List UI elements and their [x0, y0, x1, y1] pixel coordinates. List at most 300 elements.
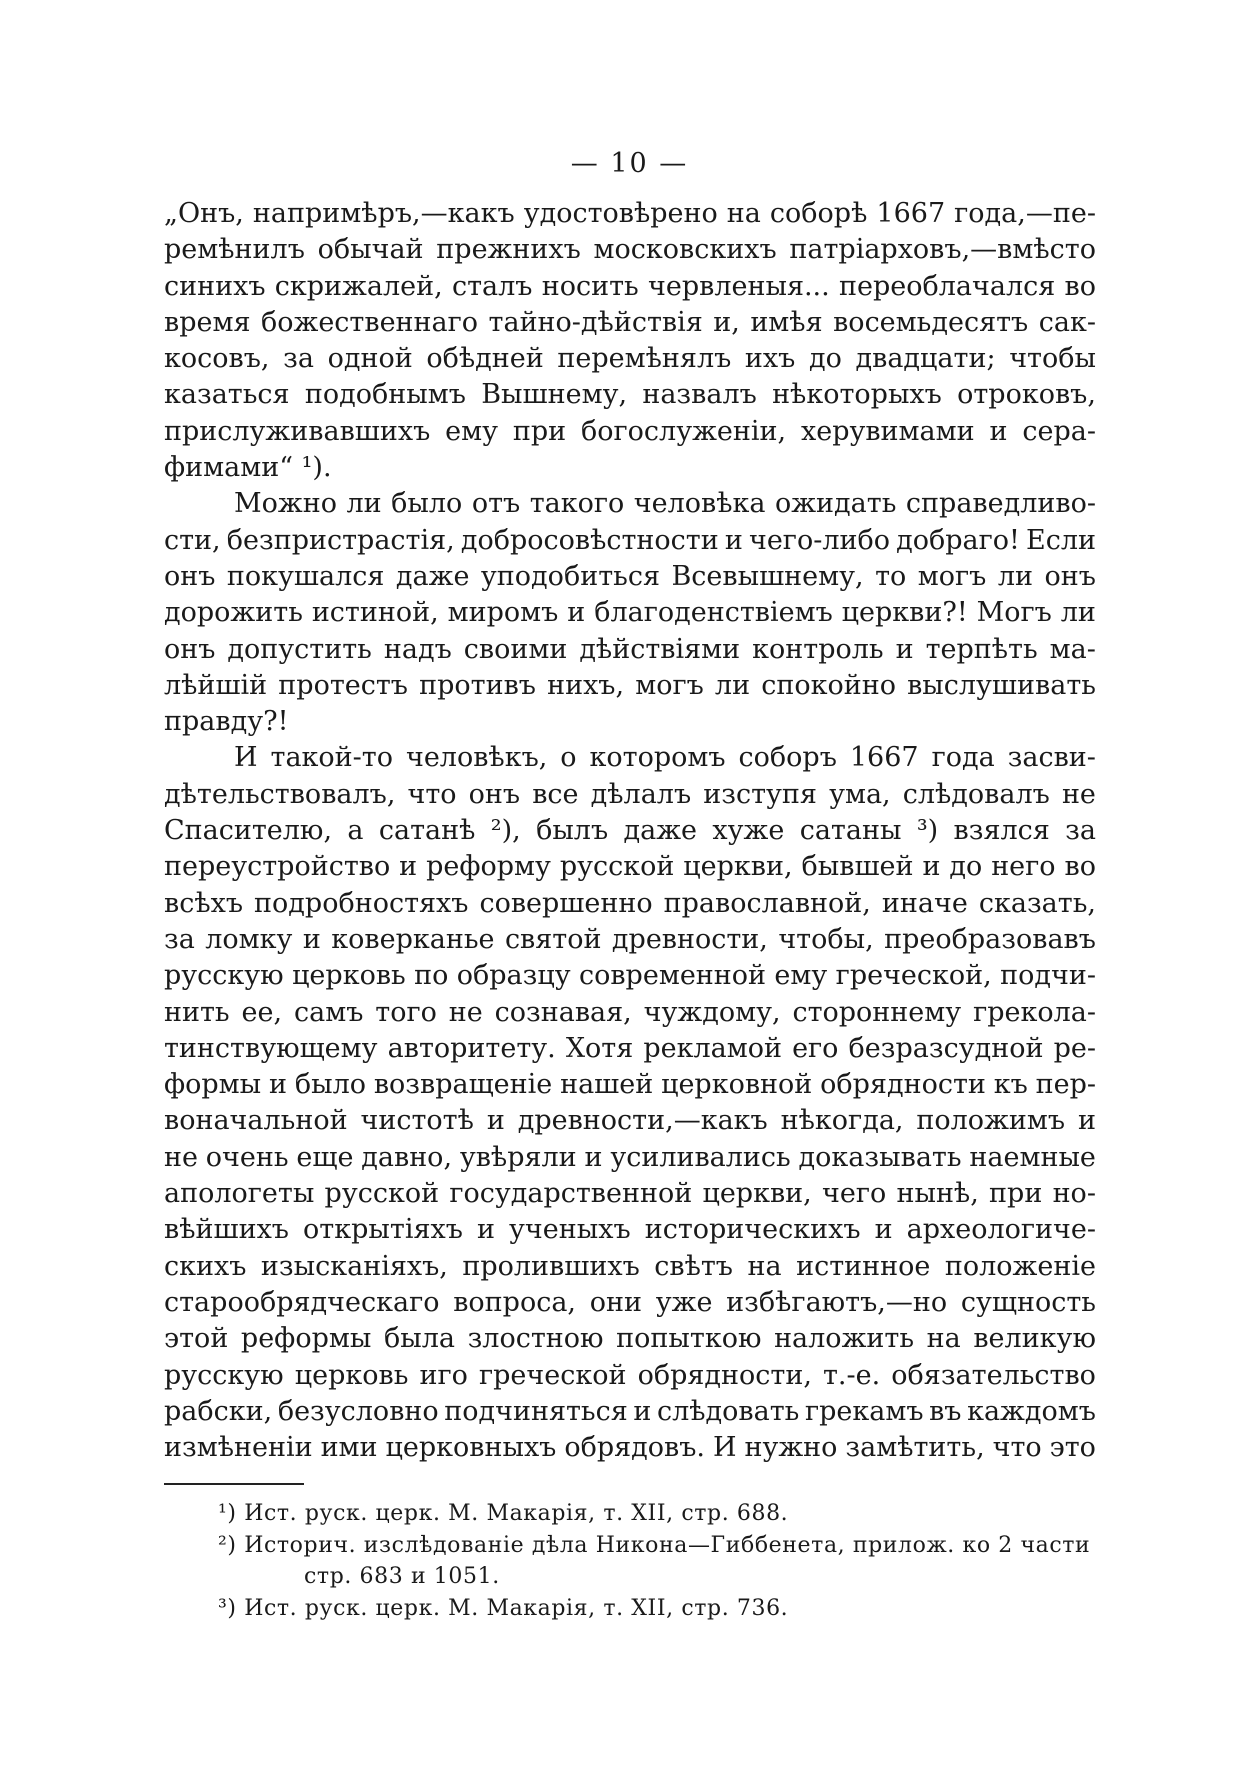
word: Спасителю, — [164, 815, 333, 847]
word: херувимами — [800, 415, 975, 447]
word: своими — [463, 633, 568, 665]
text-line — [164, 559, 1096, 595]
page-number: — 10 — — [570, 148, 689, 179]
text-line — [164, 1358, 1096, 1394]
word: рабски, — [164, 1395, 273, 1427]
word: и, — [713, 306, 740, 338]
word: и — [895, 633, 914, 665]
word: безпристрастія, — [226, 524, 455, 556]
word: возвращеніе — [373, 1069, 553, 1101]
word: его — [792, 1032, 839, 1064]
word: сказать, — [978, 887, 1096, 919]
word: иначе — [881, 887, 968, 919]
text-line — [164, 1103, 1096, 1139]
word: стороннему — [792, 996, 962, 1028]
word: допустить — [227, 633, 372, 665]
word: образцу — [456, 960, 571, 992]
word: церковной — [661, 1069, 813, 1101]
word: противъ — [419, 669, 536, 701]
text-line — [164, 1285, 1096, 1321]
text-line — [164, 1212, 1096, 1248]
word: изступя — [703, 778, 817, 810]
word: до — [949, 851, 983, 883]
word: чего — [821, 1178, 887, 1210]
word: ли — [997, 560, 1033, 592]
word: года — [931, 742, 995, 774]
word: церкви, — [702, 1178, 812, 1210]
text-line — [164, 849, 1096, 885]
word: очень — [205, 1141, 289, 1173]
word: года,—пе- — [954, 198, 1096, 229]
word: чтобы — [1009, 343, 1096, 375]
word: богослуженіи, — [581, 415, 787, 447]
word: они — [589, 1286, 642, 1318]
word: сера- — [1022, 415, 1096, 447]
word: сознавая, — [494, 996, 632, 1028]
word: и — [633, 1395, 652, 1427]
word: не — [164, 1141, 198, 1173]
word: онъ — [164, 560, 216, 592]
word: формы — [164, 1069, 262, 1101]
word: и — [874, 1214, 893, 1246]
word: за — [164, 923, 195, 955]
word: ли — [714, 669, 751, 701]
word: добросовѣстности — [460, 524, 719, 556]
word: ими — [320, 1432, 378, 1464]
word: не — [448, 996, 483, 1028]
word: носить — [541, 270, 639, 302]
word: историческихъ — [644, 1214, 861, 1246]
word: чистотѣ — [360, 1105, 474, 1137]
word: онъ — [1044, 560, 1096, 592]
word: слѣдовать — [656, 1395, 800, 1427]
footnote: ¹) Ист. руск. церк. М. Макарія, т. XII, стр. 688. — [218, 1501, 789, 1526]
word: великую — [973, 1323, 1096, 1355]
word: казаться — [164, 379, 290, 411]
word: подробностяхъ — [254, 887, 469, 919]
footnote: ²) Историч. изслѣдованіе дѣла Никона—Гиббенета, прилож. ко 2 части — [218, 1532, 1091, 1558]
word: протестъ — [278, 669, 408, 701]
word: бывшей — [801, 851, 914, 883]
word: ремѣнилъ — [164, 234, 305, 266]
word: соборѣ — [769, 198, 868, 229]
word: дѣйствіями — [579, 633, 741, 665]
word: могъ — [917, 560, 987, 592]
word: ³) — [916, 815, 939, 847]
word: Всевышнему, — [671, 560, 864, 592]
word: къ — [993, 1069, 1028, 1101]
word: въ — [929, 1395, 962, 1427]
word: и — [922, 851, 941, 883]
word: назвалъ — [642, 379, 757, 411]
word: избѣгаютъ,—но — [726, 1286, 948, 1318]
text-line — [164, 414, 1096, 450]
word: чего-либо — [748, 524, 890, 556]
word: при — [989, 1178, 1043, 1210]
word: червленыя... — [648, 270, 830, 302]
word: прежнихъ — [436, 234, 581, 266]
word: археологиче- — [906, 1214, 1096, 1246]
word: контроль — [752, 633, 884, 665]
word: то — [875, 560, 907, 592]
word: одной — [327, 343, 413, 375]
text-line — [164, 922, 1096, 958]
word: чуждому, — [643, 996, 781, 1028]
word: измѣненіи — [164, 1432, 313, 1464]
word: переоблачался — [839, 270, 1056, 302]
word: ученыхъ — [509, 1214, 631, 1246]
word: совершенно — [479, 887, 653, 919]
word: русской — [324, 1178, 440, 1210]
word: того — [375, 996, 437, 1028]
word: грекола- — [973, 996, 1096, 1028]
word: переустройство — [164, 851, 391, 883]
word: слѣдовалъ — [902, 778, 1050, 810]
word: онъ — [468, 778, 521, 810]
word: это — [1049, 1432, 1096, 1464]
word: во — [1064, 270, 1096, 302]
word: положеніе — [944, 1250, 1096, 1282]
word: обычай — [317, 234, 424, 266]
word: нынѣ, — [896, 1178, 979, 1210]
word: иго — [419, 1359, 468, 1391]
word: восемьдесятъ — [833, 306, 1029, 338]
text-line — [164, 1394, 1096, 1430]
word: вопроса, — [453, 1286, 577, 1318]
word: даже — [395, 560, 470, 592]
word: время — [164, 306, 251, 338]
word: замѣтить, — [845, 1432, 985, 1464]
word: справедливо- — [905, 488, 1096, 520]
word: во — [1064, 851, 1096, 883]
word: прислуживавшихъ — [164, 415, 431, 447]
word: добраго! — [896, 524, 1020, 556]
text-line — [164, 1321, 1096, 1357]
word: божественнаго — [260, 306, 479, 338]
word: уподобиться — [480, 560, 660, 592]
word: миромъ — [447, 597, 559, 629]
word: Вышнему, — [481, 379, 628, 411]
word: имѣя — [750, 306, 823, 338]
word: о — [560, 742, 577, 774]
word: обязательство — [891, 1359, 1096, 1391]
text-line — [164, 341, 1096, 377]
word: преобразовавъ — [884, 923, 1096, 955]
word: дѣлалъ — [590, 778, 692, 810]
word: реформу — [426, 851, 551, 883]
word: обрядовъ. — [564, 1432, 705, 1464]
word: и — [724, 524, 743, 556]
word: нѣкогда, — [780, 1105, 904, 1137]
word: истинное — [796, 1250, 931, 1282]
word: все — [532, 778, 579, 810]
footnotes — [218, 1498, 1098, 1624]
word: православной, — [663, 887, 871, 919]
word: обрядности — [820, 1069, 986, 1101]
word: скрижалей, — [274, 270, 443, 302]
word: нужно — [744, 1432, 838, 1464]
word: и — [1077, 1105, 1096, 1137]
word: реформы — [240, 1323, 372, 1355]
word: тайно-дѣйствія — [488, 306, 703, 338]
word: „Онъ, — [164, 198, 244, 229]
word: Могъ — [976, 597, 1052, 629]
text-line — [164, 1067, 1096, 1103]
word: церкви?! — [841, 597, 968, 629]
word: терпѣть — [925, 633, 1038, 665]
word: церковныхъ — [385, 1432, 557, 1464]
word: сти, — [164, 524, 221, 556]
word: за — [283, 343, 314, 375]
word: взялся — [953, 815, 1050, 847]
word: такого — [529, 488, 625, 520]
word: еще — [296, 1141, 354, 1173]
word: до — [808, 343, 842, 375]
word: дорожить — [164, 597, 303, 629]
word: апологеты — [164, 1178, 315, 1210]
word: такой-то — [270, 742, 393, 774]
word: попыткою — [616, 1323, 762, 1355]
word: скихъ — [164, 1250, 247, 1282]
word: греческой, — [835, 960, 992, 992]
word: ему — [445, 415, 499, 447]
word: двадцати; — [855, 343, 996, 375]
word: ее, — [241, 996, 283, 1028]
word: этой — [164, 1323, 229, 1355]
word: И — [712, 1432, 737, 1464]
word: человѣкъ, — [405, 742, 548, 774]
text-line — [164, 1430, 1096, 1466]
word: ихъ — [744, 343, 796, 375]
text-line — [164, 1140, 1096, 1176]
word: но- — [1052, 1178, 1096, 1210]
word: подчи- — [1000, 960, 1096, 992]
text-line — [164, 196, 1096, 232]
text-line — [164, 886, 1096, 922]
word: 1667 — [876, 198, 946, 229]
word: старообрядческаго — [164, 1286, 440, 1318]
word: и — [486, 1105, 505, 1137]
word: была — [383, 1323, 455, 1355]
word: былъ — [536, 815, 609, 847]
text-line — [164, 1176, 1096, 1212]
word: онъ — [164, 633, 216, 665]
word: даже — [623, 815, 698, 847]
word: положимъ — [916, 1105, 1066, 1137]
word: самъ — [293, 996, 364, 1028]
word: злостною — [467, 1323, 604, 1355]
word: ²), — [490, 815, 521, 847]
word: ма- — [1049, 633, 1096, 665]
word: него — [991, 851, 1056, 883]
text-line — [164, 232, 1096, 268]
word: сатанѣ — [378, 815, 476, 847]
word: древности,—какъ — [517, 1105, 768, 1137]
word: было — [391, 488, 463, 520]
text-line — [164, 595, 1096, 631]
text-line — [164, 813, 1096, 849]
word: нѣкоторыхъ — [772, 379, 942, 411]
word: И — [234, 742, 258, 774]
word: удостовѣрено — [523, 198, 718, 229]
text-line — [164, 305, 1096, 341]
word: церковь — [294, 1359, 409, 1391]
word: могъ — [635, 669, 704, 701]
text-line — [164, 958, 1096, 994]
word: изысканіяхъ, — [260, 1250, 448, 1282]
text-line — [164, 486, 1096, 522]
word: дѣтельствовалъ, — [164, 778, 396, 810]
word: ему — [774, 960, 828, 992]
text-line — [164, 995, 1096, 1031]
word: усиливались — [610, 1141, 791, 1173]
word: синихъ — [164, 270, 266, 302]
word: и — [269, 1069, 287, 1101]
word: русской — [559, 851, 675, 883]
word: спокойно — [761, 669, 896, 701]
word: церкви, — [683, 851, 793, 883]
word: коверканье — [331, 923, 495, 955]
word: человѣка — [633, 488, 766, 520]
text-line — [164, 269, 1096, 305]
text-line: правду?! — [164, 706, 289, 738]
word: Если — [1025, 524, 1096, 556]
word: древности, — [611, 923, 768, 955]
word: наложить — [774, 1323, 915, 1355]
word: обѣдней — [426, 343, 544, 375]
word: косовъ, — [164, 343, 270, 375]
word: свѣтъ — [654, 1250, 733, 1282]
word: которомъ — [589, 742, 726, 774]
word: сатаны — [799, 815, 902, 847]
word: открытіяхъ — [303, 1214, 463, 1246]
word: надъ — [383, 633, 452, 665]
word: ре- — [1053, 1032, 1096, 1064]
word: пролившихъ — [462, 1250, 640, 1282]
word: лѣйшій — [164, 669, 268, 701]
text-line — [164, 632, 1096, 668]
word: ожидать — [774, 488, 897, 520]
word: каждомъ — [967, 1395, 1096, 1427]
text-line — [164, 377, 1096, 413]
word: авторитету. — [387, 1032, 556, 1064]
word: давно, — [361, 1141, 453, 1173]
word: уже — [655, 1286, 713, 1318]
body-text — [164, 196, 1096, 1466]
word: по — [414, 960, 449, 992]
word: покушался — [226, 560, 385, 592]
word: сталъ — [451, 270, 533, 302]
word: за — [1065, 815, 1096, 847]
word: Хотя — [565, 1032, 634, 1064]
word: доказывать — [798, 1141, 962, 1173]
word: подчиняться — [444, 1395, 628, 1427]
word: тинствующему — [164, 1032, 378, 1064]
text-line: фимами“ ¹). — [164, 452, 332, 484]
word: ли — [1060, 597, 1096, 629]
word: безразсудной — [848, 1032, 1044, 1064]
word: и — [476, 1214, 495, 1246]
footnote-divider — [164, 1483, 304, 1485]
footnote: стр. 683 и 1051. — [304, 1564, 500, 1589]
word: и — [584, 1141, 603, 1173]
word: отъ — [471, 488, 521, 520]
word: современной — [578, 960, 767, 992]
word: рекламой — [643, 1032, 782, 1064]
word: при — [512, 415, 567, 447]
word: безусловно — [277, 1395, 439, 1427]
word: нихъ, — [547, 669, 625, 701]
word: русскую — [164, 1359, 284, 1391]
word: святой — [504, 923, 602, 955]
word: русскую — [164, 960, 284, 992]
word: и — [302, 923, 321, 955]
word: пер- — [1035, 1069, 1096, 1101]
word: напримѣръ,—какъ — [252, 198, 515, 229]
word: соборъ — [738, 742, 837, 774]
word: не — [1061, 778, 1096, 810]
word: сущность — [960, 1286, 1096, 1318]
word: нашей — [560, 1069, 654, 1101]
word: и — [989, 415, 1008, 447]
text-line — [164, 1031, 1096, 1067]
word: перемѣнялъ — [557, 343, 732, 375]
word: что — [992, 1432, 1042, 1464]
word: подобнымъ — [304, 379, 466, 411]
word: нить — [164, 996, 230, 1028]
word: московскихъ — [593, 234, 777, 266]
word: грекамъ — [804, 1395, 924, 1427]
word: ли — [346, 488, 382, 520]
word: было — [294, 1069, 366, 1101]
word: благоденствіемъ — [594, 597, 833, 629]
word: на — [926, 1323, 961, 1355]
word: истиной, — [311, 597, 439, 629]
word: засви- — [1007, 742, 1096, 774]
word: на — [726, 198, 761, 229]
word: государственной — [449, 1178, 693, 1210]
word: и — [399, 851, 418, 883]
text-line — [164, 668, 1096, 704]
word: а — [347, 815, 364, 847]
text-line — [164, 740, 1096, 776]
word: наемные — [969, 1141, 1096, 1173]
word: всѣхъ — [164, 887, 244, 919]
word: что — [407, 778, 457, 810]
word: ума, — [829, 778, 891, 810]
word: Можно — [234, 488, 337, 520]
word: увѣряли — [459, 1141, 577, 1173]
footnote: ³) Ист. руск. церк. М. Макарія, т. XII, стр. 736. — [218, 1595, 789, 1621]
word: обрядности, — [637, 1359, 812, 1391]
word: воначальной — [164, 1105, 348, 1137]
word: выслушивать — [907, 669, 1096, 701]
word: на — [747, 1250, 782, 1282]
word: и — [567, 597, 586, 629]
text-line — [164, 777, 1096, 813]
text-line — [164, 1249, 1096, 1285]
word: вѣйшихъ — [164, 1214, 289, 1246]
word: сак- — [1038, 306, 1096, 338]
word: 1667 — [849, 742, 919, 774]
word: чтобы, — [778, 923, 874, 955]
word: патріарховъ,—вмѣсто — [789, 234, 1096, 266]
word: отроковъ, — [957, 379, 1096, 411]
word: греческой — [478, 1359, 627, 1391]
text-line — [164, 523, 1096, 559]
word: ломку — [205, 923, 293, 955]
word: хуже — [712, 815, 785, 847]
